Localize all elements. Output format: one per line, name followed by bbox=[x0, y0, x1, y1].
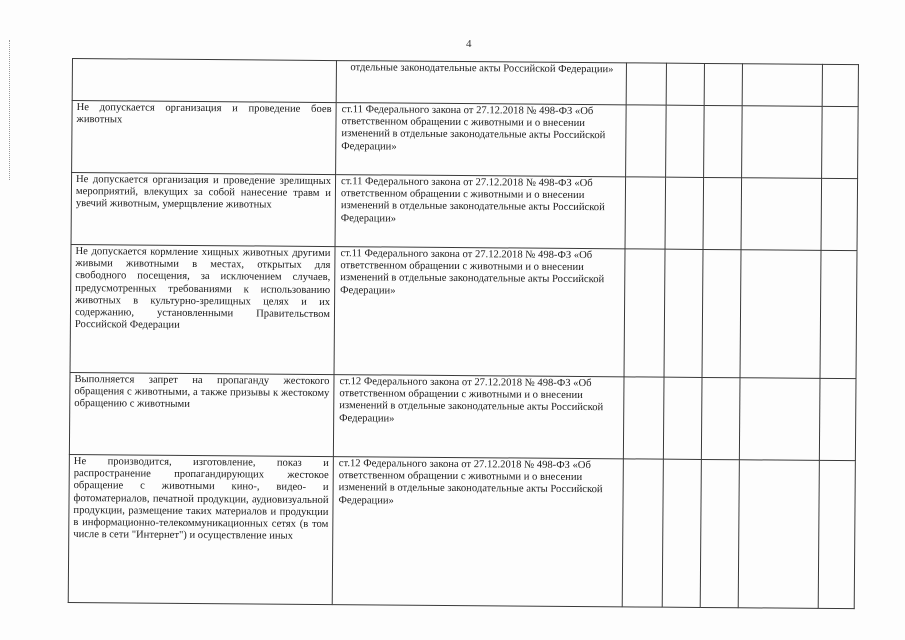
requirement-cell: Не допускается организация и проведение зрелищных мероприятий, влекущих за собой нанесение травм и увечий животным, умерщвление животных bbox=[71, 173, 336, 247]
legal-reference-cell: ст.12 Федерального закона от 27.12.2018 № 498-ФЗ «Об ответственном обращении с животными и о внесении изменений в отдельные законодательные акты Российской Федерации» bbox=[332, 457, 623, 607]
table-row bbox=[71, 173, 858, 251]
mark-cell bbox=[626, 63, 666, 105]
scan-edge-mark bbox=[9, 40, 10, 180]
legal-reference-cell: отдельные законодательные акты Российской Федерации» bbox=[336, 61, 626, 105]
mark-cell bbox=[818, 460, 855, 608]
mark-cell bbox=[702, 249, 741, 377]
mark-cell bbox=[822, 64, 858, 106]
legal-reference-cell: ст.12 Федерального закона от 27.12.2018 № 498-ФЗ «Об ответственном обращении с животными и о внесении изменений в отдельные законодательные акты Российской Федерации» bbox=[333, 375, 624, 459]
mark-cell bbox=[820, 250, 857, 378]
mark-cell bbox=[703, 177, 742, 249]
requirements-table bbox=[68, 58, 859, 609]
mark-cell bbox=[704, 105, 743, 177]
requirement-cell: Не допускается организация и проведение боев животных bbox=[72, 101, 337, 175]
mark-cell bbox=[626, 105, 667, 177]
mark-cell bbox=[662, 459, 701, 607]
mark-cell bbox=[738, 460, 819, 609]
page-number: 4 bbox=[466, 38, 472, 50]
table-row bbox=[72, 101, 859, 179]
mark-cell bbox=[704, 63, 742, 105]
mark-cell bbox=[624, 249, 665, 377]
mark-cell bbox=[625, 177, 666, 249]
legal-reference-cell: ст.11 Федерального закона от 27.12.2018 № 498-ФЗ «Об ответственном обращении с животными и о внесении изменений в отдельные законодательные акты Российской Федерации» bbox=[335, 175, 626, 249]
mark-cell bbox=[700, 459, 739, 607]
mark-cell bbox=[666, 63, 704, 105]
mark-cell bbox=[665, 177, 704, 249]
mark-cell bbox=[740, 250, 821, 379]
mark-cell bbox=[666, 105, 705, 177]
mark-cell bbox=[663, 377, 702, 459]
legal-reference-cell: ст.11 Федерального закона от 27.12.2018 № 498-ФЗ «Об ответственном обращении с животными и о внесении изменений в отдельные законодательные акты Российской Федерации» bbox=[334, 247, 625, 377]
table-row bbox=[72, 59, 858, 107]
mark-cell bbox=[822, 106, 859, 178]
requirement-cell: Не производится, изготовление, показ и распространение пропагандирующих жестокое обращение с животными кино-, видео- и фотоматериалов, печатной продукции, аудиовизуальной продукции, размещение таких материалов и продукции в информационно-телекоммуникационных сетях (в том числе в сети "Интернет") и осуществление иных bbox=[68, 454, 333, 604]
table-row bbox=[69, 372, 856, 460]
mark-cell bbox=[623, 377, 664, 459]
mark-cell bbox=[742, 106, 823, 179]
mark-cell bbox=[819, 378, 856, 460]
requirement-cell bbox=[72, 59, 336, 103]
mark-cell bbox=[701, 377, 740, 459]
mark-cell bbox=[664, 249, 703, 377]
mark-cell bbox=[739, 378, 820, 461]
requirement-cell: Не допускается кормление хищных животных другими живыми животными в местах, открытых для свободного посещения, за исключением случаев, предусмотренных требованиями к использованию животных в культурно-зрелищных целях и их содержанию, установленными Правительством Российской Федерации bbox=[70, 244, 335, 374]
mark-cell bbox=[622, 459, 663, 607]
table-row bbox=[68, 454, 855, 608]
table-row bbox=[70, 244, 857, 378]
legal-reference-cell: ст.11 Федерального закона от 27.12.2018 № 498-ФЗ «Об ответственном обращении с животными и о внесении изменений в отдельные законодательные акты Российской Федерации» bbox=[336, 103, 627, 177]
mark-cell bbox=[742, 64, 822, 107]
mark-cell bbox=[821, 178, 858, 250]
requirement-cell: Выполняется запрет на пропаганду жестокого обращения с животными, а также призывы к жестокому обращению с животными bbox=[69, 372, 334, 456]
mark-cell bbox=[741, 178, 822, 251]
